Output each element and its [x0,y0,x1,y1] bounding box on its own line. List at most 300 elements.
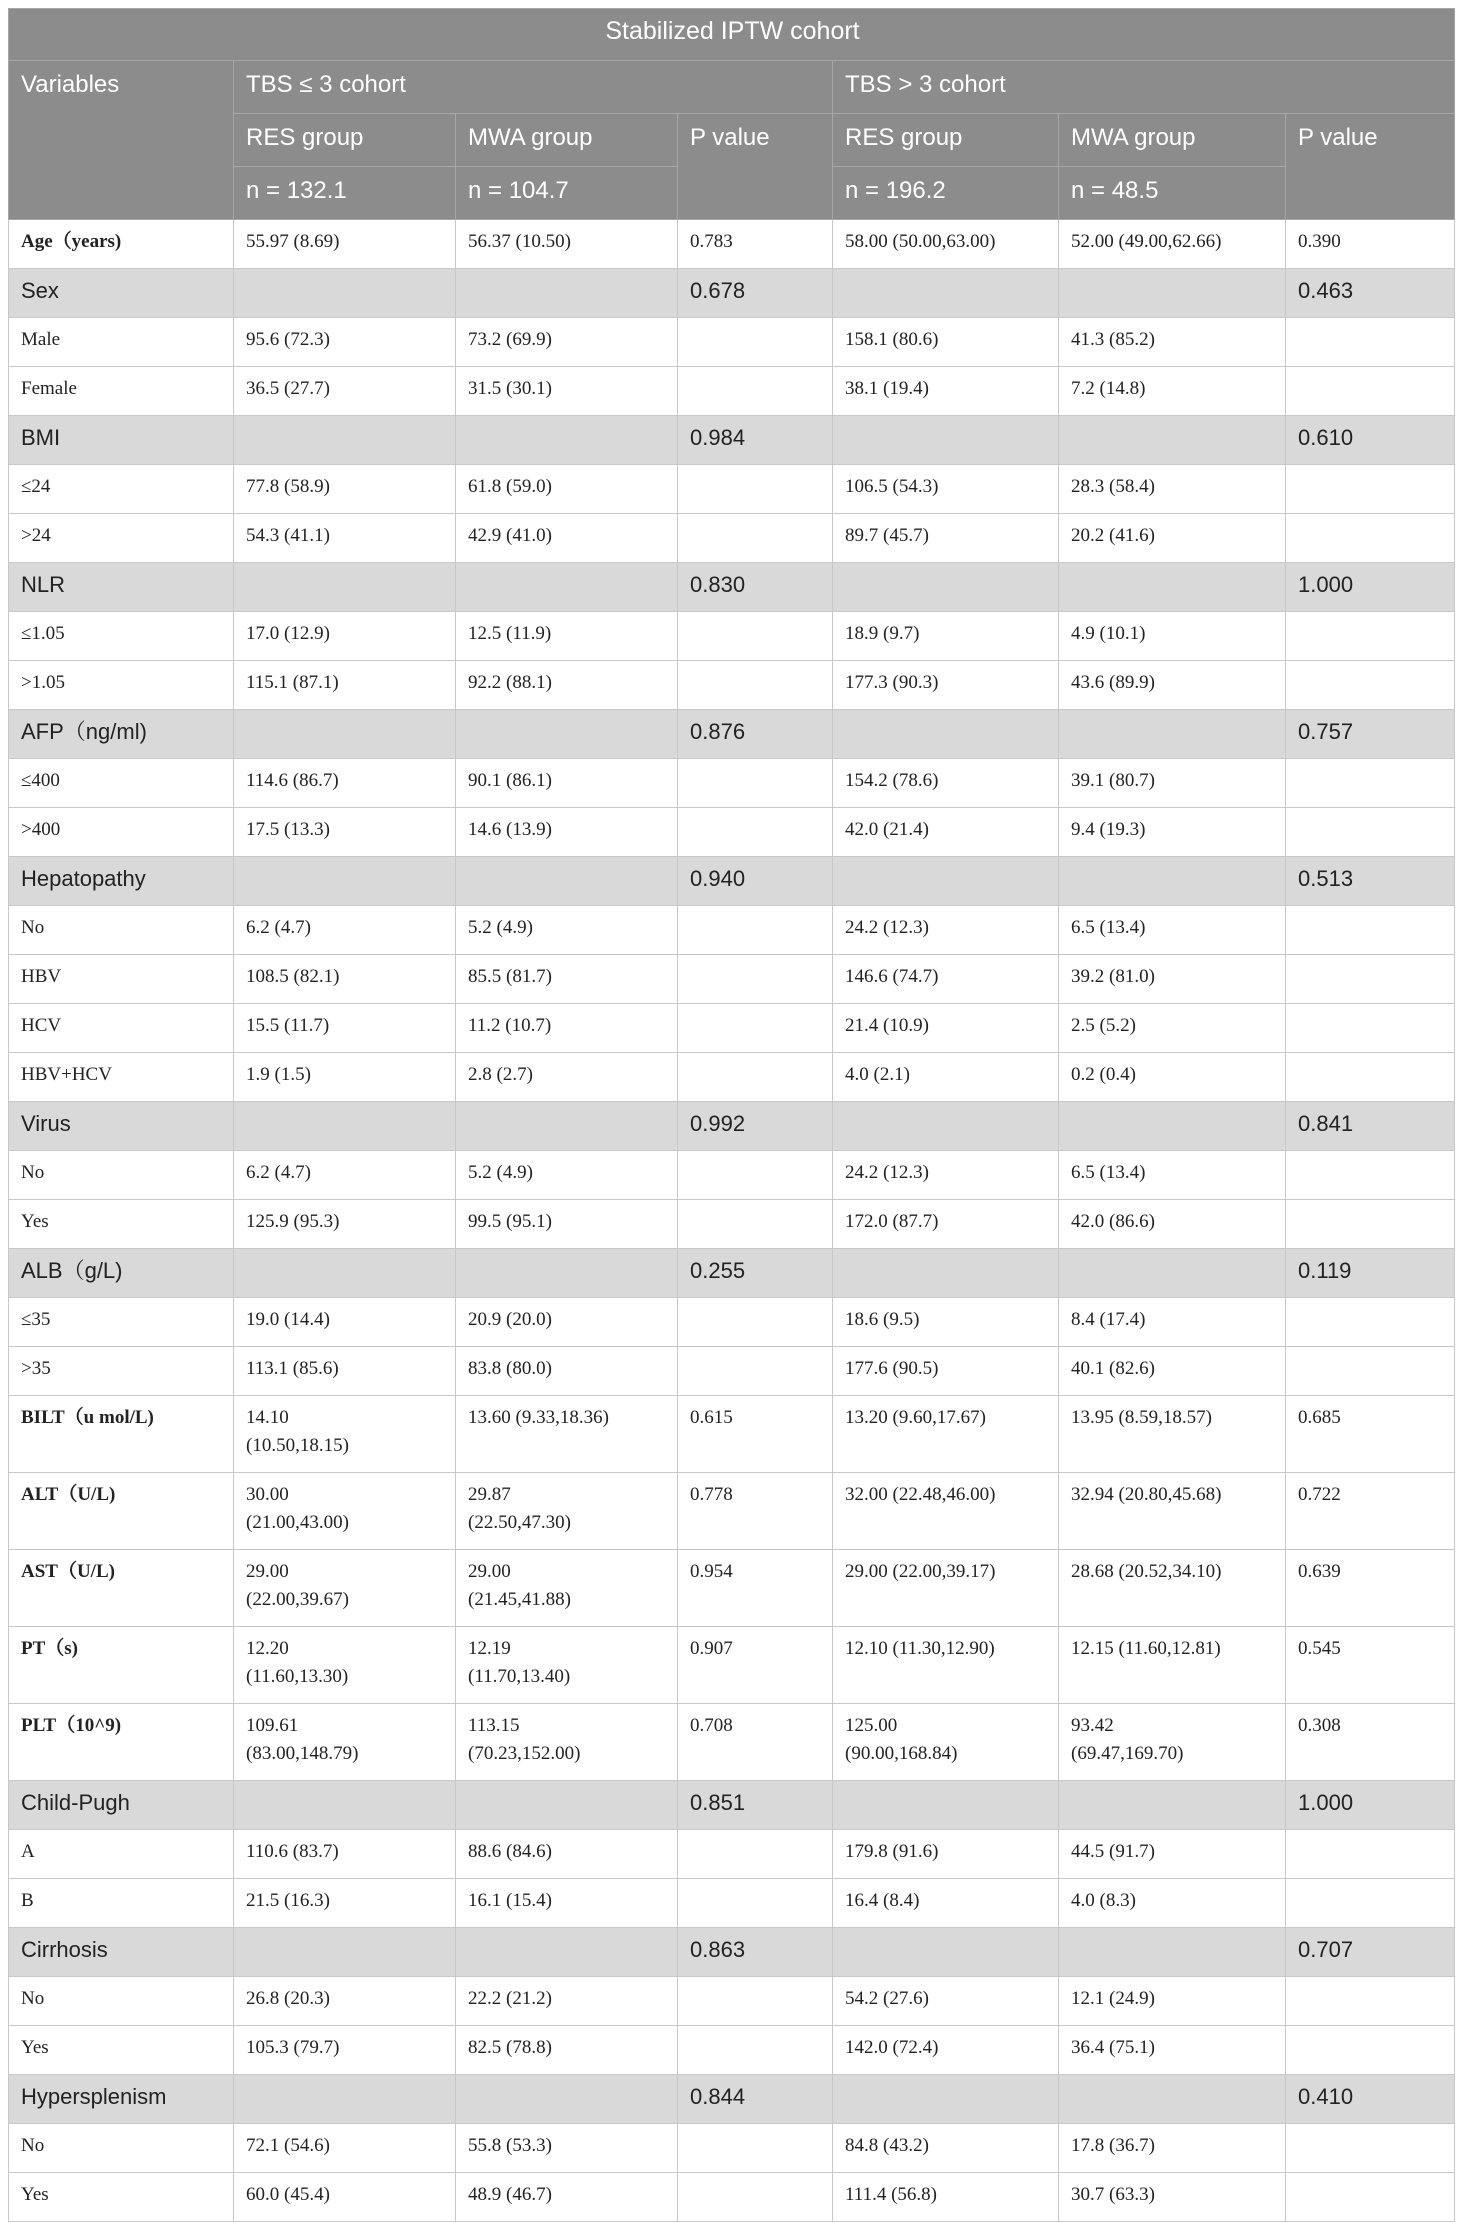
variable-cell: AFP（ng/ml) [9,710,234,759]
p-value-cell [1286,1200,1455,1249]
p-value-cell [678,514,833,563]
p-value-cell [1286,514,1455,563]
value-cell: 17.5 (13.3) [234,808,456,857]
value-cell: 24.2 (12.3) [833,1151,1059,1200]
value-cell [1059,710,1286,759]
p-value-cell: 0.992 [678,1102,833,1151]
table-header [9,9,1455,220]
p-value-cell [1286,1879,1455,1928]
table-row [9,1830,1455,1879]
variable-cell: B [9,1879,234,1928]
value-cell: 16.4 (8.4) [833,1879,1059,1928]
value-cell: 17.8 (36.7) [1059,2124,1286,2173]
value-cell: 15.5 (11.7) [234,1004,456,1053]
table-row [9,367,1455,416]
value-cell: 110.6 (83.7) [234,1830,456,1879]
variable-cell: No [9,906,234,955]
p-value-cell: 0.783 [678,220,833,269]
value-cell: 111.4 (56.8) [833,2173,1059,2222]
group-row [9,1102,1455,1151]
p-value-cell: 0.610 [1286,416,1455,465]
value-cell: 29.00 (22.00,39.67) [234,1550,456,1627]
p-value-cell [678,612,833,661]
value-cell: 5.2 (4.9) [456,906,678,955]
group-row [9,2075,1455,2124]
value-cell: 88.6 (84.6) [456,1830,678,1879]
value-cell [234,1781,456,1830]
p-value-cell: 0.844 [678,2075,833,2124]
p-value-cell [1286,1298,1455,1347]
p-value-cell: 0.255 [678,1249,833,1298]
value-cell: 14.6 (13.9) [456,808,678,857]
value-cell: 177.6 (90.5) [833,1347,1059,1396]
table-caption: Stabilized IPTW cohort [9,9,1455,61]
table-body [9,220,1455,2222]
value-cell [234,1249,456,1298]
variable-cell: No [9,1977,234,2026]
n-mwa-2: n = 48.5 [1059,167,1286,220]
variable-cell: ≤35 [9,1298,234,1347]
value-cell: 90.1 (86.1) [456,759,678,808]
p-value-cell: 0.876 [678,710,833,759]
value-cell: 4.9 (10.1) [1059,612,1286,661]
value-cell: 54.2 (27.6) [833,1977,1059,2026]
table-row [9,1977,1455,2026]
variable-cell: >35 [9,1347,234,1396]
value-cell [833,2075,1059,2124]
value-cell: 1.9 (1.5) [234,1053,456,1102]
mwa-group-header-2: MWA group [1059,114,1286,167]
p-value-cell [678,367,833,416]
value-cell [833,1249,1059,1298]
p-value-cell [678,1298,833,1347]
variable-cell: ≤24 [9,465,234,514]
value-cell: 113.1 (85.6) [234,1347,456,1396]
p-value-cell [1286,1347,1455,1396]
variable-cell: Cirrhosis [9,1928,234,1977]
table-row [9,1879,1455,1928]
table-row [9,2026,1455,2075]
value-cell: 31.5 (30.1) [456,367,678,416]
p-value-cell [1286,759,1455,808]
value-cell [456,416,678,465]
value-cell [456,1928,678,1977]
value-cell: 172.0 (87.7) [833,1200,1059,1249]
mwa-group-header-1: MWA group [456,114,678,167]
p-value-cell [1286,2124,1455,2173]
p-value-cell: 0.722 [1286,1473,1455,1550]
value-cell: 14.10 (10.50,18.15) [234,1396,456,1473]
value-cell [833,1928,1059,1977]
value-cell: 115.1 (87.1) [234,661,456,710]
p-value-cell [678,2026,833,2075]
value-cell: 61.8 (59.0) [456,465,678,514]
value-cell [456,2075,678,2124]
value-cell [456,563,678,612]
value-cell: 77.8 (58.9) [234,465,456,514]
value-cell: 21.5 (16.3) [234,1879,456,1928]
p-value-cell [1286,2173,1455,2222]
value-cell: 154.2 (78.6) [833,759,1059,808]
table-row [9,465,1455,514]
value-cell: 28.68 (20.52,34.10) [1059,1550,1286,1627]
variable-cell: >1.05 [9,661,234,710]
table-row [9,1151,1455,1200]
p-value-cell [1286,1053,1455,1102]
value-cell: 38.1 (19.4) [833,367,1059,416]
table-row [9,1053,1455,1102]
variable-cell: HBV+HCV [9,1053,234,1102]
value-cell: 30.7 (63.3) [1059,2173,1286,2222]
value-cell: 108.5 (82.1) [234,955,456,1004]
value-cell: 95.6 (72.3) [234,318,456,367]
p-value-cell [678,2124,833,2173]
table-row [9,1473,1455,1550]
value-cell: 11.2 (10.7) [456,1004,678,1053]
variable-cell: ≤1.05 [9,612,234,661]
value-cell [234,416,456,465]
p-value-header-1: P value [678,114,833,220]
value-cell [833,416,1059,465]
variable-cell: PLT（10^9) [9,1704,234,1781]
p-value-cell: 0.863 [678,1928,833,1977]
table-row [9,2124,1455,2173]
res-group-header-1: RES group [234,114,456,167]
p-value-cell [1286,661,1455,710]
value-cell: 12.10 (11.30,12.90) [833,1627,1059,1704]
p-value-cell: 0.545 [1286,1627,1455,1704]
value-cell: 12.15 (11.60,12.81) [1059,1627,1286,1704]
p-value-cell: 0.639 [1286,1550,1455,1627]
variables-header: Variables [9,61,234,220]
group-row [9,1781,1455,1830]
value-cell: 19.0 (14.4) [234,1298,456,1347]
value-cell [1059,857,1286,906]
p-value-cell [678,465,833,514]
value-cell: 44.5 (91.7) [1059,1830,1286,1879]
p-value-cell: 0.410 [1286,2075,1455,2124]
value-cell: 12.19 (11.70,13.40) [456,1627,678,1704]
variable-cell: ALB（g/L) [9,1249,234,1298]
p-value-cell [678,1347,833,1396]
p-value-cell [678,318,833,367]
value-cell: 43.6 (89.9) [1059,661,1286,710]
p-value-cell: 0.757 [1286,710,1455,759]
value-cell [456,1249,678,1298]
value-cell: 12.20 (11.60,13.30) [234,1627,456,1704]
p-value-cell: 0.308 [1286,1704,1455,1781]
variable-cell: PT（s) [9,1627,234,1704]
value-cell [1059,1249,1286,1298]
variable-cell: Yes [9,2026,234,2075]
value-cell: 99.5 (95.1) [456,1200,678,1249]
value-cell: 52.00 (49.00,62.66) [1059,220,1286,269]
value-cell [1059,563,1286,612]
p-value-cell [1286,955,1455,1004]
group-row [9,857,1455,906]
variable-cell: Virus [9,1102,234,1151]
value-cell: 40.1 (82.6) [1059,1347,1286,1396]
value-cell: 6.5 (13.4) [1059,1151,1286,1200]
value-cell: 21.4 (10.9) [833,1004,1059,1053]
variable-cell: Male [9,318,234,367]
value-cell: 177.3 (90.3) [833,661,1059,710]
value-cell: 13.95 (8.59,18.57) [1059,1396,1286,1473]
res-group-header-2: RES group [833,114,1059,167]
value-cell: 4.0 (8.3) [1059,1879,1286,1928]
group-row [9,1928,1455,1977]
table-row [9,1396,1455,1473]
value-cell: 32.00 (22.48,46.00) [833,1473,1059,1550]
variable-cell: NLR [9,563,234,612]
p-value-cell [678,1200,833,1249]
p-value-cell [678,661,833,710]
p-value-cell: 1.000 [1286,1781,1455,1830]
p-value-cell [1286,2026,1455,2075]
table-row [9,318,1455,367]
value-cell [833,269,1059,318]
variable-cell: Child-Pugh [9,1781,234,1830]
value-cell: 6.5 (13.4) [1059,906,1286,955]
value-cell: 18.9 (9.7) [833,612,1059,661]
value-cell: 36.5 (27.7) [234,367,456,416]
p-value-cell: 0.685 [1286,1396,1455,1473]
variable-cell: BILT（u mol/L) [9,1396,234,1473]
value-cell: 42.0 (86.6) [1059,1200,1286,1249]
p-value-cell: 0.678 [678,269,833,318]
group-row [9,563,1455,612]
value-cell: 106.5 (54.3) [833,465,1059,514]
table-row [9,220,1455,269]
variable-cell: No [9,1151,234,1200]
value-cell: 113.15 (70.23,152.00) [456,1704,678,1781]
value-cell [833,710,1059,759]
value-cell [456,269,678,318]
variable-cell: HBV [9,955,234,1004]
p-value-cell: 0.390 [1286,220,1455,269]
table-row [9,1298,1455,1347]
value-cell: 7.2 (14.8) [1059,367,1286,416]
p-value-cell: 0.907 [678,1627,833,1704]
p-value-cell [1286,1004,1455,1053]
variable-cell: ALT（U/L) [9,1473,234,1550]
value-cell [234,1102,456,1151]
value-cell [1059,416,1286,465]
value-cell: 29.87 (22.50,47.30) [456,1473,678,1550]
p-value-cell: 0.513 [1286,857,1455,906]
value-cell: 146.6 (74.7) [833,955,1059,1004]
table-row [9,1550,1455,1627]
p-value-cell [678,2173,833,2222]
value-cell [1059,2075,1286,2124]
table-row [9,906,1455,955]
table-row [9,661,1455,710]
p-value-cell [1286,808,1455,857]
group-row [9,269,1455,318]
value-cell [456,1102,678,1151]
table-row [9,1627,1455,1704]
p-value-cell [1286,612,1455,661]
value-cell: 2.5 (5.2) [1059,1004,1286,1053]
value-cell: 54.3 (41.1) [234,514,456,563]
value-cell: 92.2 (88.1) [456,661,678,710]
table-row [9,2173,1455,2222]
p-value-cell [678,1830,833,1879]
value-cell: 48.9 (46.7) [456,2173,678,2222]
p-value-cell: 1.000 [1286,563,1455,612]
table-row [9,514,1455,563]
p-value-cell [678,1977,833,2026]
variable-cell: ≤400 [9,759,234,808]
n-res-1: n = 132.1 [234,167,456,220]
table-row [9,759,1455,808]
value-cell: 29.00 (22.00,39.17) [833,1550,1059,1627]
p-value-cell: 0.778 [678,1473,833,1550]
value-cell [833,1102,1059,1151]
p-value-cell [1286,1830,1455,1879]
value-cell [234,269,456,318]
variable-cell: Age（years) [9,220,234,269]
value-cell: 60.0 (45.4) [234,2173,456,2222]
p-value-cell: 0.851 [678,1781,833,1830]
cohort2-header: TBS > 3 cohort [833,61,1455,114]
value-cell: 18.6 (9.5) [833,1298,1059,1347]
variable-cell: Sex [9,269,234,318]
value-cell: 20.9 (20.0) [456,1298,678,1347]
variable-cell: BMI [9,416,234,465]
value-cell [456,1781,678,1830]
value-cell: 5.2 (4.9) [456,1151,678,1200]
value-cell: 13.20 (9.60,17.67) [833,1396,1059,1473]
variable-cell: >400 [9,808,234,857]
value-cell [234,710,456,759]
value-cell: 28.3 (58.4) [1059,465,1286,514]
p-value-cell [678,1004,833,1053]
iptw-table [8,8,1455,2222]
table-row [9,955,1455,1004]
value-cell [234,857,456,906]
value-cell: 2.8 (2.7) [456,1053,678,1102]
value-cell: 6.2 (4.7) [234,1151,456,1200]
group-row [9,710,1455,759]
value-cell: 158.1 (80.6) [833,318,1059,367]
value-cell: 72.1 (54.6) [234,2124,456,2173]
value-cell: 125.9 (95.3) [234,1200,456,1249]
table-row [9,612,1455,661]
value-cell: 41.3 (85.2) [1059,318,1286,367]
value-cell: 16.1 (15.4) [456,1879,678,1928]
value-cell: 125.00 (90.00,168.84) [833,1704,1059,1781]
value-cell [456,710,678,759]
value-cell: 36.4 (75.1) [1059,2026,1286,2075]
value-cell: 55.97 (8.69) [234,220,456,269]
value-cell: 39.1 (80.7) [1059,759,1286,808]
value-cell: 8.4 (17.4) [1059,1298,1286,1347]
value-cell: 84.8 (43.2) [833,2124,1059,2173]
p-value-cell [1286,1977,1455,2026]
value-cell [234,2075,456,2124]
p-value-cell: 0.707 [1286,1928,1455,1977]
value-cell: 56.37 (10.50) [456,220,678,269]
p-value-cell [678,759,833,808]
value-cell: 39.2 (81.0) [1059,955,1286,1004]
p-value-cell [1286,465,1455,514]
p-value-cell [678,955,833,1004]
p-value-cell [1286,906,1455,955]
p-value-cell [678,906,833,955]
value-cell: 9.4 (19.3) [1059,808,1286,857]
cohort1-header: TBS ≤ 3 cohort [234,61,833,114]
table-row [9,1200,1455,1249]
value-cell: 30.00 (21.00,43.00) [234,1473,456,1550]
p-value-cell [1286,367,1455,416]
p-value-cell [678,1053,833,1102]
value-cell: 0.2 (0.4) [1059,1053,1286,1102]
value-cell: 114.6 (86.7) [234,759,456,808]
value-cell [1059,1102,1286,1151]
value-cell: 42.0 (21.4) [833,808,1059,857]
variable-cell: HCV [9,1004,234,1053]
value-cell [1059,1781,1286,1830]
variable-cell: Yes [9,2173,234,2222]
n-res-2: n = 196.2 [833,167,1059,220]
p-value-cell: 0.954 [678,1550,833,1627]
group-row [9,416,1455,465]
p-value-cell [1286,1151,1455,1200]
value-cell: 85.5 (81.7) [456,955,678,1004]
value-cell [833,563,1059,612]
p-value-cell: 0.841 [1286,1102,1455,1151]
value-cell: 22.2 (21.2) [456,1977,678,2026]
value-cell: 89.7 (45.7) [833,514,1059,563]
value-cell: 13.60 (9.33,18.36) [456,1396,678,1473]
value-cell: 58.00 (50.00,63.00) [833,220,1059,269]
variable-cell: Hypersplenism [9,2075,234,2124]
value-cell: 32.94 (20.80,45.68) [1059,1473,1286,1550]
p-value-cell: 0.615 [678,1396,833,1473]
p-value-cell [1286,318,1455,367]
p-value-cell: 0.940 [678,857,833,906]
value-cell: 82.5 (78.8) [456,2026,678,2075]
value-cell: 83.8 (80.0) [456,1347,678,1396]
value-cell: 20.2 (41.6) [1059,514,1286,563]
value-cell: 17.0 (12.9) [234,612,456,661]
value-cell [234,563,456,612]
value-cell: 55.8 (53.3) [456,2124,678,2173]
p-value-header-2: P value [1286,114,1455,220]
value-cell: 26.8 (20.3) [234,1977,456,2026]
value-cell: 4.0 (2.1) [833,1053,1059,1102]
p-value-cell [678,808,833,857]
value-cell [1059,269,1286,318]
table-row [9,1347,1455,1396]
value-cell: 42.9 (41.0) [456,514,678,563]
value-cell [1059,1928,1286,1977]
p-value-cell: 0.708 [678,1704,833,1781]
value-cell [833,857,1059,906]
table-row [9,1004,1455,1053]
value-cell: 12.1 (24.9) [1059,1977,1286,2026]
value-cell: 179.8 (91.6) [833,1830,1059,1879]
value-cell: 12.5 (11.9) [456,612,678,661]
value-cell [234,1928,456,1977]
group-row [9,1249,1455,1298]
value-cell: 142.0 (72.4) [833,2026,1059,2075]
n-mwa-1: n = 104.7 [456,167,678,220]
value-cell: 105.3 (79.7) [234,2026,456,2075]
p-value-cell [678,1151,833,1200]
variable-cell: No [9,2124,234,2173]
